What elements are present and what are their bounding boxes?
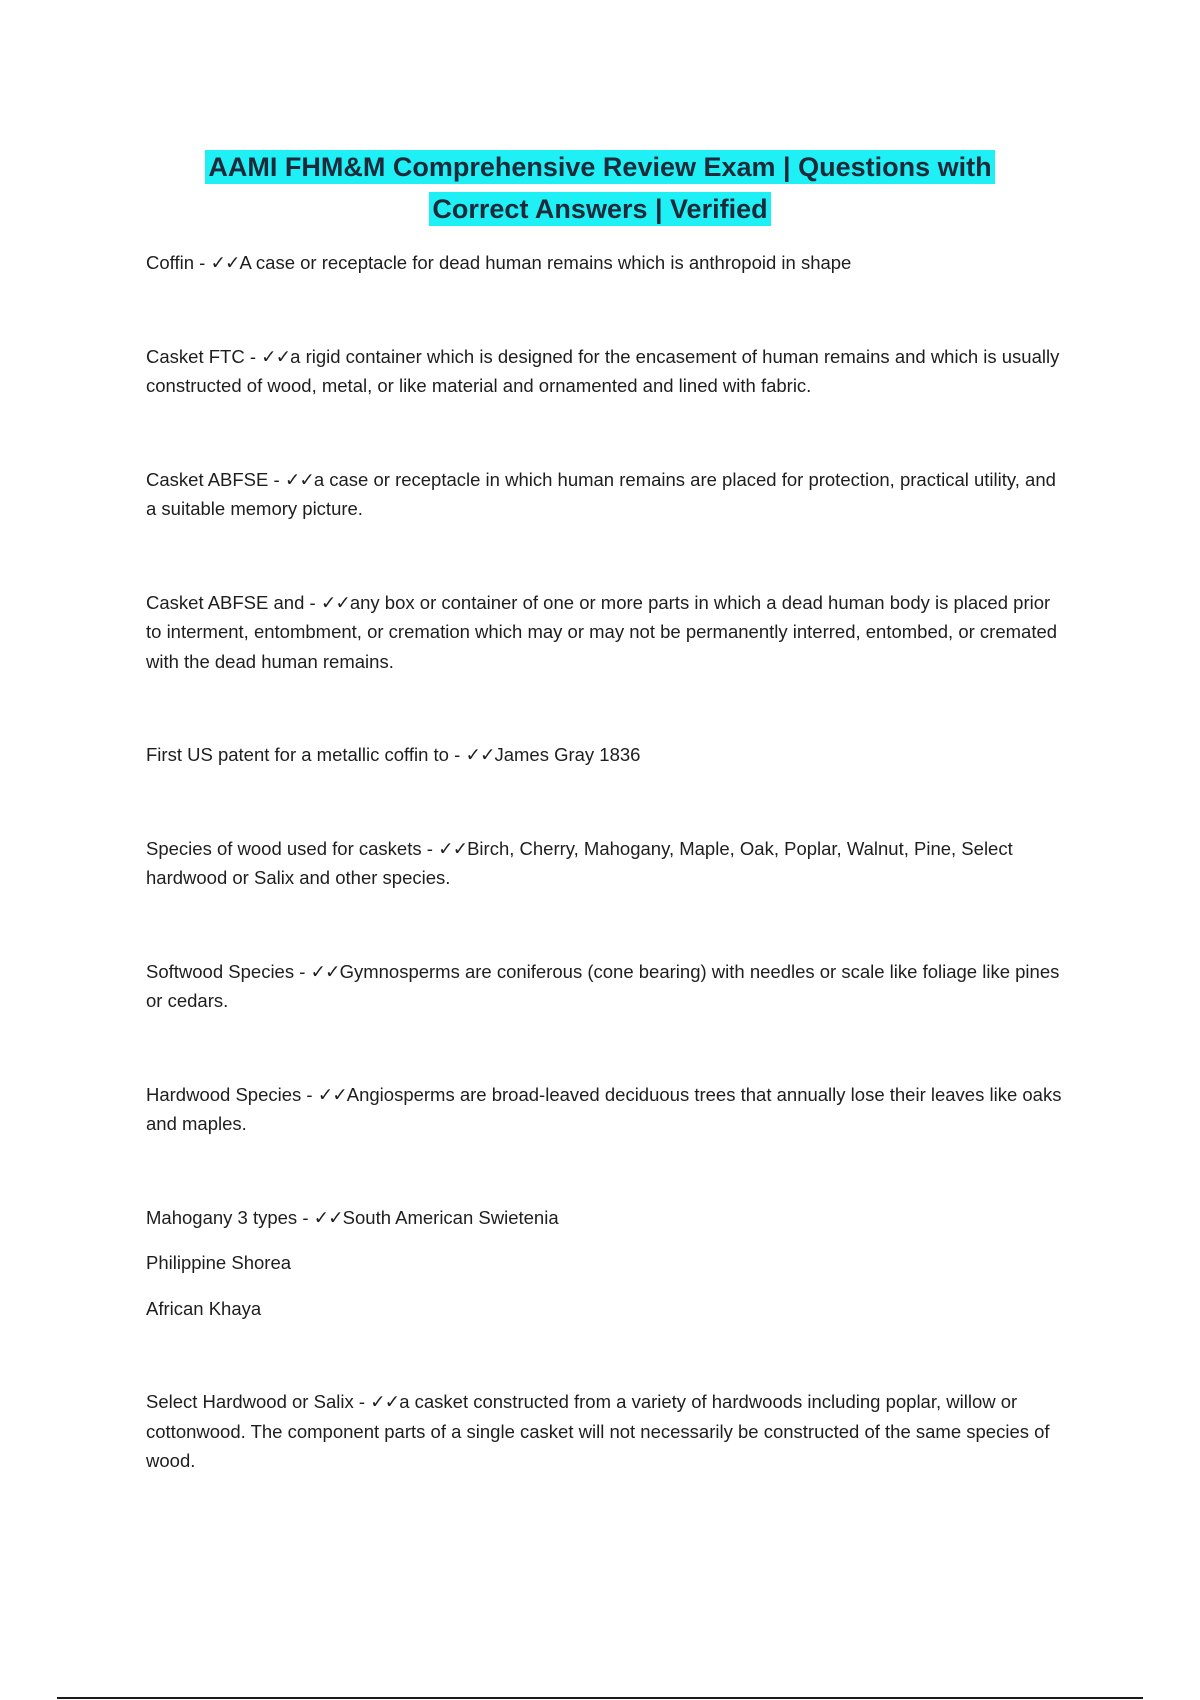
entry-answer: Birch, Cherry, Mahogany, Maple, Oak, Poplar, Walnut, Pine, Select hardwood or Salix and other species. [146, 837, 1013, 888]
entry-answer: Angiosperms are broad-leaved deciduous trees that annually lose their leaves like oaks and maples. [146, 1083, 1062, 1134]
entry-answer: A case or receptacle for dead human remains which is anthropoid in shape [239, 252, 852, 273]
entry-term: Species of wood used for caskets [146, 837, 422, 859]
check-mark-icon: ✓✓ [284, 468, 314, 490]
qa-list [146, 248, 1066, 1476]
qa-entry [146, 740, 1066, 770]
entry-separator: - [301, 1083, 318, 1105]
entry-answer: a casket constructed from a variety of hardwoods including poplar, willow or cottonwood. The component parts of a single casket will not necessarily be constructed of the same species of wood. [146, 1391, 1050, 1471]
qa-entry [146, 248, 1066, 278]
footer-divider [57, 1697, 1143, 1699]
title-line-2: Correct Answers | Verified [429, 192, 770, 226]
entry-separator: - [244, 345, 262, 367]
entry-answer: a case or receptacle in which human remains are placed for protection, practical utility, and a suitable memory picture. [146, 468, 1056, 519]
entry-term: Hardwood Species [146, 1083, 302, 1105]
check-mark-icon: ✓✓ [438, 837, 468, 859]
check-mark-icon: ✓✓ [210, 252, 240, 273]
entry-separator: - [297, 1206, 314, 1228]
check-mark-icon: ✓✓ [465, 744, 495, 765]
qa-entry [146, 1080, 1066, 1139]
entry-answer: a rigid container which is designed for the encasement of human remains and which is usually constructed of wood, metal, or like material and ornamented and lined with fabric. [146, 345, 1060, 396]
qa-continuation: African Khaya [146, 1297, 262, 1319]
qa-entry [146, 957, 1066, 1016]
entry-separator: - [304, 591, 321, 613]
check-mark-icon: ✓✓ [320, 591, 350, 613]
qa-entry [146, 465, 1066, 524]
entry-term: Casket ABFSE and [146, 591, 305, 613]
check-mark-icon: ✓✓ [370, 1391, 400, 1412]
entry-separator: - [421, 837, 439, 859]
qa-entry [146, 834, 1066, 893]
entry-separator: - [294, 960, 311, 982]
entry-separator: - [194, 252, 211, 273]
title-line-1: AAMI FHM&M Comprehensive Review Exam | Questions with [205, 150, 994, 184]
entry-term: First US patent for a metallic coffin to [146, 744, 449, 765]
entry-answer: South American Swietenia [342, 1206, 559, 1228]
qa-continuation: Philippine Shorea [146, 1252, 292, 1273]
check-mark-icon: ✓✓ [313, 1206, 343, 1228]
entry-answer: Gymnosperms are coniferous (cone bearing) with needles or scale like foliage like pines or cedars. [146, 960, 1060, 1011]
check-mark-icon: ✓✓ [261, 345, 291, 367]
entry-term: Casket FTC [146, 345, 245, 367]
qa-entry [146, 1387, 1066, 1476]
entry-term: Softwood Species [146, 960, 295, 982]
entry-separator: - [353, 1391, 371, 1412]
entry-term: Coffin [146, 252, 194, 273]
entry-answer: James Gray 1836 [494, 744, 641, 765]
document-title [100, 146, 1100, 230]
check-mark-icon: ✓✓ [310, 960, 340, 982]
entry-answer: any box or container of one or more parts in which a dead human body is placed prior to interment, entombment, or cremation which may or may not be permanently interred, entombed, or cremated with the dead human remains. [146, 591, 1058, 672]
qa-entry [146, 588, 1066, 677]
entry-term: Select Hardwood or Salix [146, 1391, 354, 1412]
entry-term: Mahogany 3 types [146, 1206, 298, 1228]
qa-entry [146, 342, 1066, 401]
check-mark-icon: ✓✓ [317, 1083, 347, 1105]
entry-separator: - [268, 468, 285, 490]
qa-entry [146, 1203, 1066, 1233]
entry-separator: - [448, 744, 466, 765]
entry-term: Casket ABFSE [146, 468, 269, 490]
